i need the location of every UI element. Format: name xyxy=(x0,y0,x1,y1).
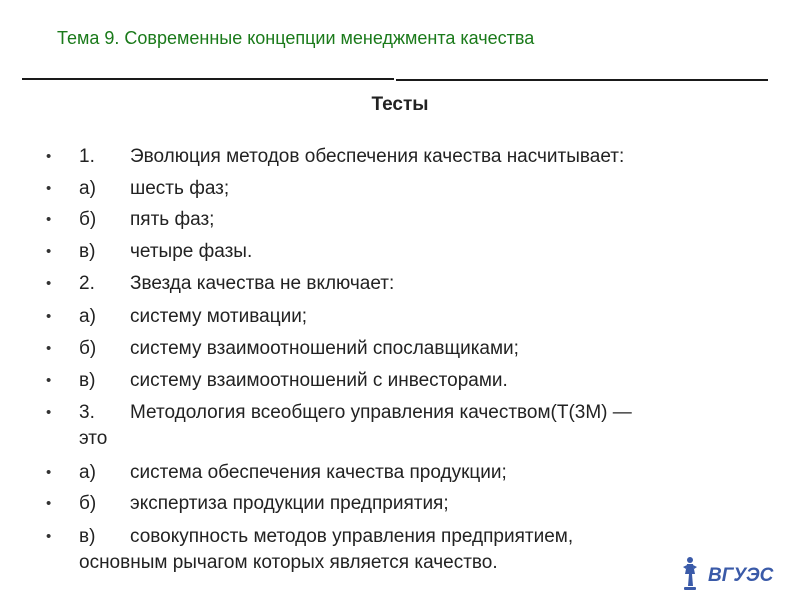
bullet-icon: • xyxy=(46,495,52,512)
bullet-icon: • xyxy=(46,372,52,389)
bullet-icon: • xyxy=(46,464,52,481)
item-marker: в) xyxy=(79,241,96,262)
item-text: экспертиза продукции предприятия; xyxy=(130,493,449,514)
item-text: Звезда качества не включает: xyxy=(130,273,395,294)
item-marker: б) xyxy=(79,209,97,230)
item-text: систему взаимоотношений спославщиками; xyxy=(130,338,519,359)
item-marker: а) xyxy=(79,306,96,327)
item-text: система обеспечения качества продукции; xyxy=(130,462,507,483)
item-marker: б) xyxy=(79,338,97,359)
bullet-icon: • xyxy=(46,180,52,197)
item-text: систему взаимоотношений с инвесторами. xyxy=(130,370,508,391)
item-marker: 2. xyxy=(79,273,95,294)
bullet-icon: • xyxy=(46,211,52,228)
bullet-icon: • xyxy=(46,148,52,165)
bullet-icon: • xyxy=(46,308,52,325)
header-divider-right xyxy=(396,79,768,81)
item-text: совокупность методов управления предприятием, xyxy=(130,526,574,547)
item-text: четыре фазы. xyxy=(130,241,253,262)
bullet-icon: • xyxy=(46,404,52,421)
item-marker: 1. xyxy=(79,146,95,167)
item-text: систему мотивации; xyxy=(130,306,308,327)
item-text: шесть фаз; xyxy=(130,178,230,199)
bullet-icon: • xyxy=(46,528,52,545)
logo-emblem-icon xyxy=(674,554,774,594)
logo-text: ВГУЭС xyxy=(708,565,774,586)
item-marker: а) xyxy=(79,178,96,199)
bullet-icon: • xyxy=(46,243,52,260)
item-text-continuation: основным рычагом которых является качество. xyxy=(79,552,498,573)
item-text-continuation: это xyxy=(79,428,108,449)
item-marker: 3. xyxy=(79,402,95,423)
bullet-icon: • xyxy=(46,275,52,292)
university-logo xyxy=(674,554,774,594)
item-marker: в) xyxy=(79,370,96,391)
slide-title: Тема 9. Современные концепции менеджмента качества xyxy=(57,28,535,48)
item-text: Методология всеобщего управления качеством(T(3M) — xyxy=(130,402,632,423)
subtitle: Тесты xyxy=(371,94,429,115)
item-marker: в) xyxy=(79,526,96,547)
item-marker: а) xyxy=(79,462,96,483)
item-marker: б) xyxy=(79,493,97,514)
item-text: Эволюция методов обеспечения качества насчитывает: xyxy=(130,146,625,167)
item-text: пять фаз; xyxy=(130,209,215,230)
bullet-icon: • xyxy=(46,340,52,357)
header-divider-left xyxy=(22,78,394,80)
